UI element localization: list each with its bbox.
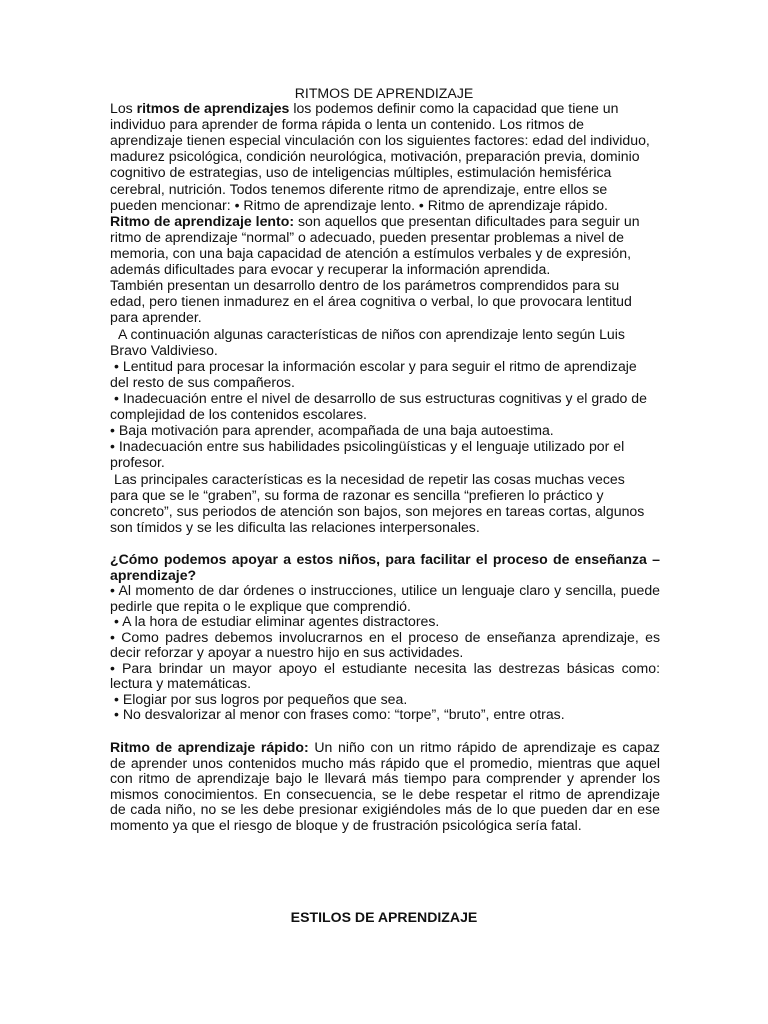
text-line bbox=[110, 568, 660, 584]
list-item bbox=[110, 661, 660, 692]
text-line bbox=[110, 100, 660, 116]
text-line: momento ya que el riesgo de bloque y de frustración psicológica sería fatal. bbox=[110, 816, 582, 833]
body-block-support bbox=[110, 552, 660, 723]
text-line: concreto”, sus periodos de atención son bajos, son mejores en tareas cortas, algunos bbox=[110, 502, 645, 519]
text-line: cerebral, nutrición. Todos tenemos diferente ritmo de aprendizaje, entre ellos se bbox=[110, 180, 608, 197]
text-line bbox=[110, 552, 660, 568]
text-line bbox=[110, 213, 660, 229]
text-line: individuo para aprender de forma rápida o lenta un contenido. Los ritmos de bbox=[110, 116, 585, 133]
paragraph-slow-rhythm bbox=[110, 213, 660, 326]
text-line: complejidad de los contenidos escolares. bbox=[110, 406, 367, 423]
text-line: edad, pero tienen inmadurez en el área cognitiva o verbal, lo que provocara lentitud bbox=[110, 293, 632, 310]
text-line: cognitivo de estrategias, uso de inteligencias múltiples, estimulación hemisférica bbox=[110, 164, 612, 181]
list-item bbox=[110, 692, 660, 708]
text-line: para aprender. bbox=[110, 309, 202, 326]
line-text: son aquellos que presentan dificultades para seguir un bbox=[297, 212, 640, 229]
bold-term: Ritmo de aprendizaje lento: bbox=[110, 212, 295, 229]
characteristics-list bbox=[110, 358, 660, 471]
list-item bbox=[110, 707, 660, 723]
text-line: profesor. bbox=[110, 454, 165, 471]
text-line: • Al momento de dar órdenes o instrucciones, utilice un lenguaje claro y sencilla, puede bbox=[110, 582, 660, 598]
line-text: los podemos definir como la capacidad que tiene un bbox=[293, 100, 619, 116]
text-line: lectura y matemáticas. bbox=[110, 675, 251, 691]
text-line bbox=[110, 740, 660, 756]
bold-heading-text: ¿Cómo podemos apoyar a estos niños, para facilitar el proceso de enseñanza – bbox=[110, 551, 660, 567]
body-block-slow-learning bbox=[110, 100, 660, 535]
list-item bbox=[110, 614, 660, 630]
support-heading bbox=[110, 552, 660, 583]
text-line: decir reforzar y apoyar a nuestro hijo en sus actividades. bbox=[110, 644, 464, 660]
text-line: aprendizaje tienen especial vinculación con los siguientes factores: edad del individuo, bbox=[110, 132, 650, 149]
text-line: Las principales características es la necesidad de repetir las cosas muchas veces bbox=[114, 470, 625, 487]
list-item bbox=[110, 630, 660, 661]
paragraph-fast-rhythm bbox=[110, 740, 660, 834]
text-line: además dificultades para evocar y recuperar la información aprendida. bbox=[110, 261, 551, 278]
list-item bbox=[110, 438, 660, 470]
text-line: • Inadecuación entre el nivel de desarrollo de sus estructuras cognitivas y el grado de bbox=[114, 389, 647, 406]
text-line: del resto de sus compañeros. bbox=[110, 373, 295, 390]
paragraph-definition bbox=[110, 100, 660, 213]
text-line: • Como padres debemos involucrarnos en el proceso de enseñanza aprendizaje, es bbox=[110, 628, 660, 645]
text-line: • Baja motivación para aprender, acompañada de una baja autoestima. bbox=[110, 422, 554, 439]
text-line: • No desvalorizar al menor con frases como: “torpe”, “bruto”, entre otras. bbox=[114, 706, 565, 722]
text-line: para que se le “graben”, su forma de razonar es sencilla “prefieren lo práctico y bbox=[110, 486, 604, 503]
text-line: pueden mencionar: • Ritmo de aprendizaje lento. • Ritmo de aprendizaje rápido. bbox=[110, 196, 608, 213]
text-line: de aprender unos contenidos mucho más rápido que el promedio, mientras que aquel bbox=[110, 754, 660, 771]
text-line: con ritmo de aprendizaje bajo le llevará más tiempo para comprender y aprender los bbox=[110, 770, 660, 787]
text-line: mismos conocimientos. En consecuencia, se le debe respetar el ritmo de aprendizaje bbox=[110, 785, 660, 802]
line-text: Un niño con un ritmo rápido de aprendizaje es capaz bbox=[314, 739, 660, 755]
paragraph-characteristics-summary bbox=[110, 471, 660, 535]
body-block-fast-learning bbox=[110, 740, 660, 834]
bold-term: Ritmo de aprendizaje rápido: bbox=[110, 739, 309, 755]
text-line: • Elogiar por sus logros por pequeños que sea. bbox=[114, 690, 408, 707]
text-line: madurez psicológica, condición neurológica, motivación, preparación previa, dominio bbox=[110, 148, 640, 165]
text-line: • Para brindar un mayor apoyo el estudiante necesita las destrezas básicas como: bbox=[110, 659, 660, 676]
bold-term: ritmos de aprendizajes bbox=[136, 100, 290, 116]
list-item bbox=[110, 583, 660, 614]
list-item bbox=[110, 390, 660, 422]
document-title: RITMOS DE APRENDIZAJE bbox=[294, 85, 474, 101]
text-line: • Lentitud para procesar la información escolar y para seguir el ritmo de aprendizaje bbox=[114, 357, 637, 374]
text-line: • A la hora de estudiar eliminar agentes distractores. bbox=[114, 613, 440, 629]
text-line: ritmo de aprendizaje “normal” o adecuado, pueden presentar problemas a nivel de bbox=[110, 228, 624, 245]
text-line: memoria, con una baja capacidad de atención a estímulos verbales y de expresión, bbox=[110, 244, 631, 261]
list-item bbox=[110, 422, 660, 438]
bold-heading-text: aprendizaje? bbox=[110, 566, 197, 583]
text-line: Bravo Valdivieso. bbox=[110, 341, 218, 358]
text-line: También presentan un desarrollo dentro de los parámetros comprendidos para su bbox=[110, 277, 620, 294]
text-line: son tímidos y se les dificulta las relaciones interpersonales. bbox=[110, 518, 480, 535]
next-section-title: ESTILOS DE APRENDIZAJE bbox=[290, 909, 478, 925]
text-line: • Inadecuación entre sus habilidades psicolingüísticas y el lenguaje utilizado por el bbox=[110, 438, 625, 455]
list-item bbox=[110, 358, 660, 390]
paragraph-characteristics-intro bbox=[110, 326, 660, 358]
text-line: A continuación algunas características de niños con aprendizaje lento según Luis bbox=[118, 325, 625, 342]
text-line: de cada niño, no se les debe presionar exigiéndoles más de lo que pueden dar en ese bbox=[110, 801, 660, 818]
support-list bbox=[110, 583, 660, 723]
text-line: pedirle que repita o le explique que comprendió. bbox=[110, 597, 411, 614]
line-lead: Los bbox=[110, 100, 133, 116]
